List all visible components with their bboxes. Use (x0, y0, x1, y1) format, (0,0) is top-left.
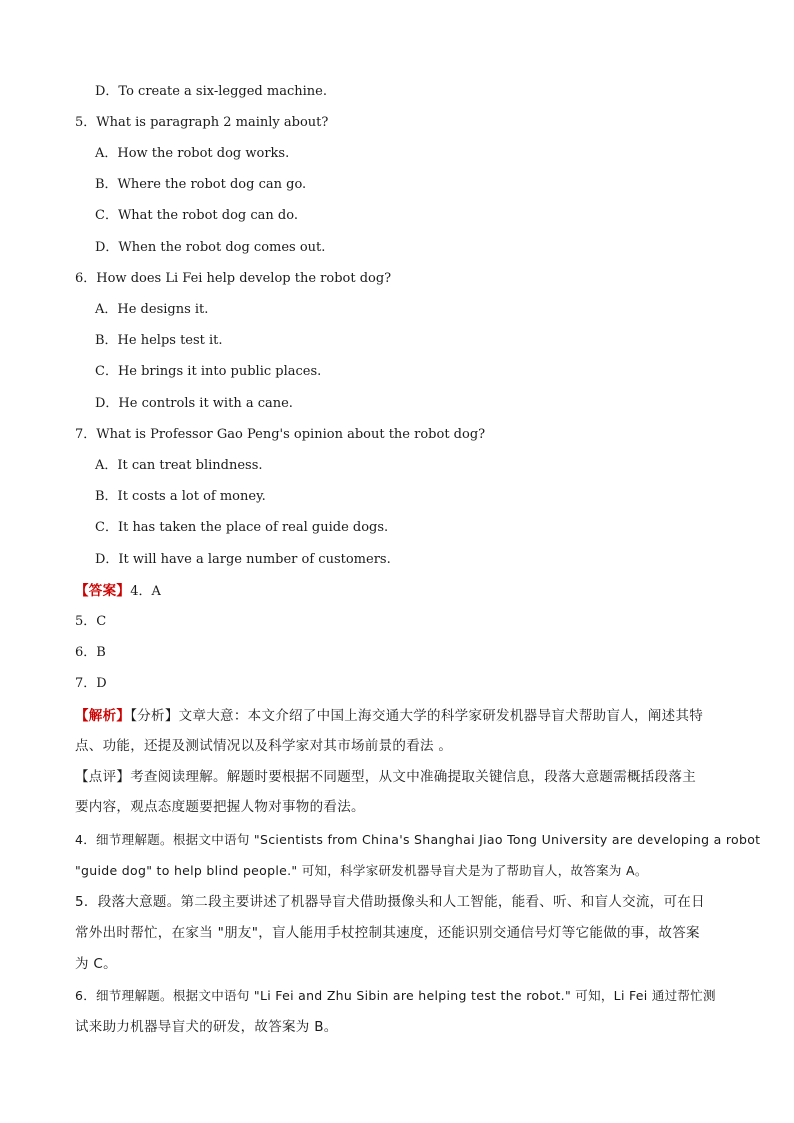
q7-option-c: C．It has taken the place of real guide dogs. (95, 520, 389, 535)
q7-option-b: B．It costs a lot of money. (95, 489, 266, 504)
fenxi-tag: 【分析】 (130, 708, 179, 724)
summary-text-1: 文章大意：本文介绍了中国上海交通大学的科学家研发机器导盲犬帮助盲人，阐述其特 (178, 708, 704, 724)
q5-option-a: A．How the robot dog works. (95, 146, 290, 161)
comment-text-1: 考查阅读理解。解题时要根据不同题型，从文中准确提取关键信息，段落大意题需概括段落主 (130, 769, 697, 785)
explanation-4-line2: "guide dog" to help blind people." 可知，科学家研发机器导盲犬是为了帮助盲人，故答案为 A。 (75, 863, 648, 878)
analysis-tag: 【解析】 (75, 708, 131, 724)
analysis-summary-line2: 点、功能，还提及测试情况以及科学家对其市场前景的看法 。 (75, 738, 453, 754)
answer-7: 7．D (75, 676, 107, 691)
q6-option-b: B．He helps test it. (95, 333, 223, 348)
explanation-5-line2: 常外出时帮忙，在家当 "朋友"，盲人能用手杖控制其速度，还能识别交通信号灯等它能做的事，故答案 (75, 925, 700, 941)
q7-stem: 7．What is Professor Gao Peng's opinion about the robot dog? (75, 427, 486, 442)
q6-option-d: D．He controls it with a cane. (95, 396, 293, 411)
q6-option-a: A．He designs it. (95, 302, 209, 317)
q7-option-a: A．It can treat blindness. (95, 458, 263, 473)
answer-6: 6．B (75, 645, 106, 660)
q6-stem: 6．How does Li Fei help develop the robot dog? (75, 271, 392, 286)
answer-4: 4．A (130, 584, 161, 599)
comment-line1 (75, 767, 696, 787)
explanation-5-line1: 5．段落大意题。第二段主要讲述了机器导盲犬借助摄像头和人工智能，能看、听、和盲人交流，可在日 (75, 894, 705, 910)
q5-stem: 5．What is paragraph 2 mainly about? (75, 115, 329, 130)
comment-tag: 【点评】 (75, 769, 131, 785)
explanation-6-line1: 6．细节理解题。根据文中语句 "Li Fei and Zhu Sibin are helping test the robot." 可知，Li Fei 通过帮忙测 (75, 988, 716, 1003)
comment-line2: 要内容，观点态度题要把握人物对事物的看法。 (75, 799, 365, 815)
explanation-6-line2: 试来助力机器导盲犬的研发，故答案为 B。 (75, 1019, 338, 1035)
q4-option-d: D．To create a six-legged machine. (95, 84, 327, 99)
answer-line-1 (75, 581, 161, 602)
explanation-5-line3: 为 C。 (75, 956, 117, 972)
answer-tag: 【答案】 (75, 583, 131, 599)
q6-option-c: C．He brings it into public places. (95, 364, 322, 379)
answer-5: 5．C (75, 614, 107, 629)
q5-option-b: B．Where the robot dog can go. (95, 177, 307, 192)
q7-option-d: D．It will have a large number of customers. (95, 552, 391, 567)
analysis-summary-line1 (75, 706, 703, 726)
q5-option-c: C．What the robot dog can do. (95, 208, 298, 223)
q5-option-d: D．When the robot dog comes out. (95, 240, 326, 255)
explanation-4-line1: 4．细节理解题。根据文中语句 "Scientists from China's Shanghai Jiao Tong University are developing a robot (75, 832, 761, 847)
